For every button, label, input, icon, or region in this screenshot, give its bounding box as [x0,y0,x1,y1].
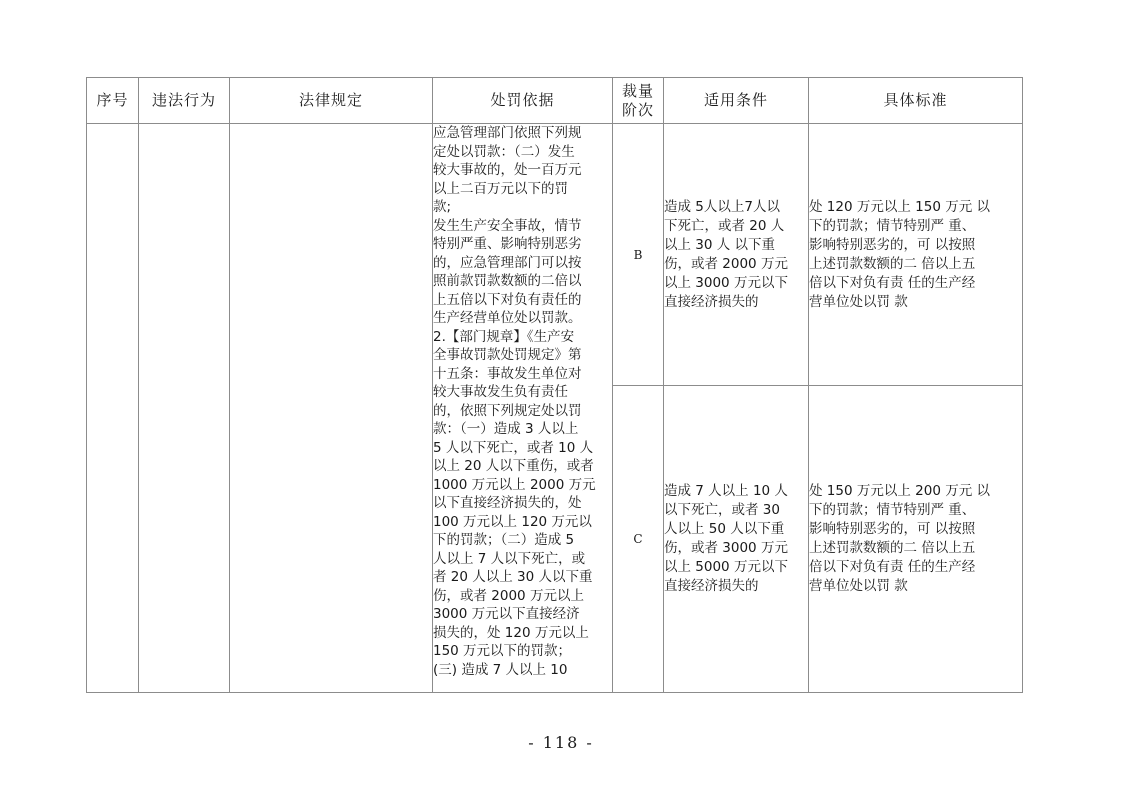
header-serial-no: 序号 [87,78,139,124]
cell-condition-c: 造成 7 人以上 10 人 以下死亡，或者 30 人以上 50 人以下重 伤，或者 3000 万元 以上 5000 万元以下 直接经济损失的 [664,386,809,693]
page-number: - 118 - [528,733,594,752]
cell-standard-c: 处 150 万元以上 200 万元 以 下的罚款；情节特别严 重、 影响特别恶劣的，可 以按照 上述罚款数额的二 倍以上五 倍以下对负有责 任的生产经 营单位处以罚 款 [809,386,1023,693]
table-row [87,124,1023,386]
cell-condition-b: 造成 5人以上7人以 下死亡，或者 20 人 以上 30 人 以下重 伤，或者 2000 万元 以上 3000 万元以下 直接经济损失的 [664,124,809,386]
header-penalty-basis: 处罚依据 [433,78,613,124]
header-legal-provision: 法律规定 [230,78,433,124]
penalty-table [86,77,1023,693]
cell-standard-b: 处 120 万元以上 150 万元 以 下的罚款；情节特别严 重、 影响特别恶劣的，可 以按照 上述罚款数额的二 倍以上五 倍以下对负有责 任的生产经 营单位处以罚 款 [809,124,1023,386]
header-violation: 违法行为 [139,78,230,124]
cell-level-c: C [613,386,664,693]
cell-serial-no [87,124,139,693]
header-applicable-condition: 适用条件 [664,78,809,124]
cell-penalty-basis: 应急管理部门依照下列规 定处以罚款：（二）发生 较大事故的，处一百万元 以上二百万元以下的罚 款; 发生生产安全事故，情节 特别严重、影响特别恶劣 的，应急管理部门可以按 照前款罚款数额的二倍以 上五倍以下对负有责任的 生产经营单位处以罚款。 2.【部门规章】《生产安 全事故罚款处罚规定》第 十五条：事故发生单位对 较大事故发生负有责任 的，依照下列规定处以罚 款：（一）造成 3 人以上 5 人以下死亡，或者 10 人 以上 20 人以下重伤，或者 1000 万元以上 2000 万元 以下直接经济损失的，处 100 万元以上 120 万元以 下的罚款；（二）造成 5 人以上 7 人以下死亡，或 者 20 人以上 30 人以下重 伤，或者 2000 万元以上 3000 万元以下直接经济 损失的，处 120 万元以上 150 万元以下的罚款； (三) 造成 7 人以上 10 [433,124,613,693]
cell-violation [139,124,230,693]
cell-level-b: B [613,124,664,386]
cell-legal-provision [230,124,433,693]
header-specific-standard: 具体标准 [809,78,1023,124]
header-discretion-level: 裁量 阶次 [613,78,664,124]
table-header-row [87,78,1023,124]
